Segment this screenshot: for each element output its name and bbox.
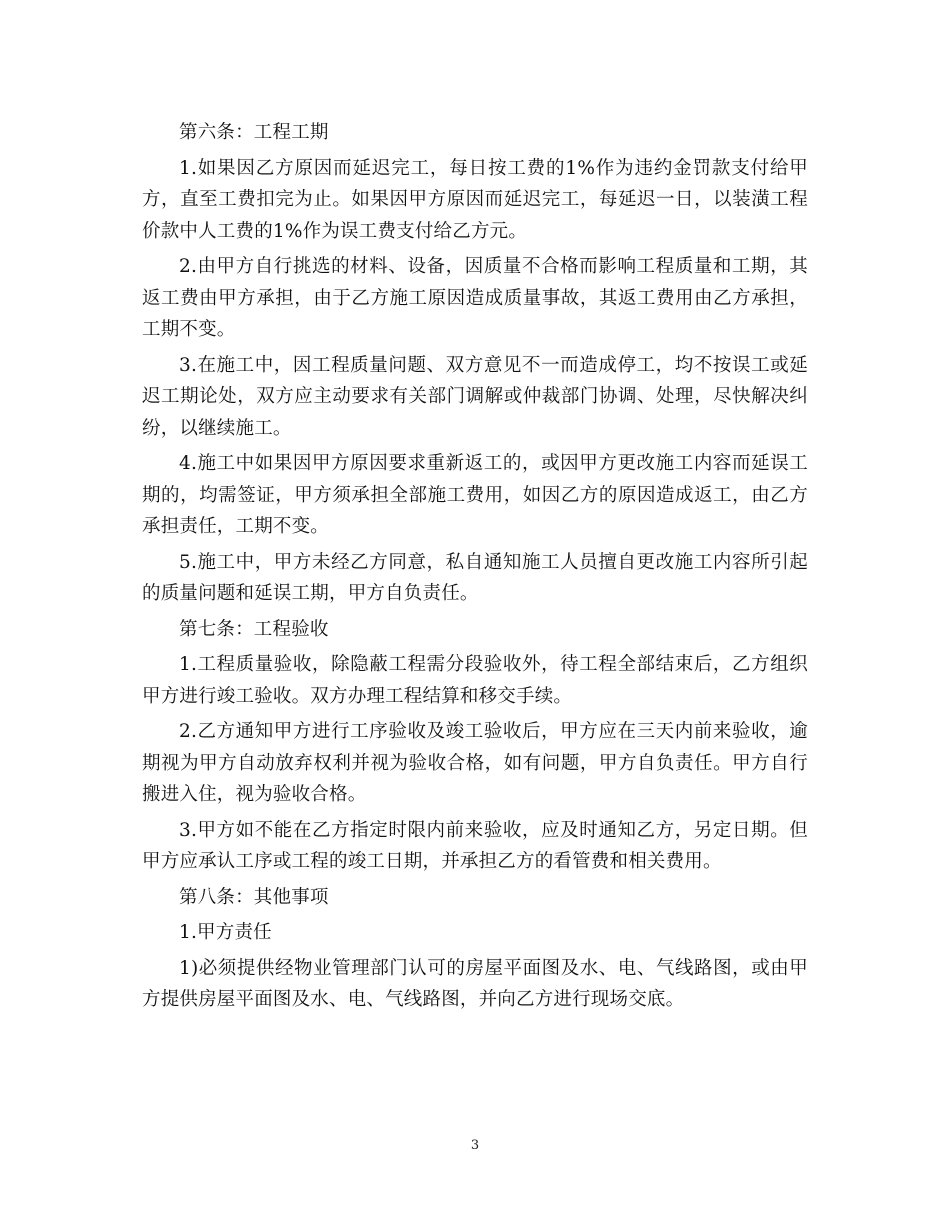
paragraph-6-1: 1.如果因乙方原因而延迟完工，每日按工费的1%作为违约金罚款支付给甲方，直至工费扣完为止。如果因甲方原因而延迟完工，每延迟一日，以装潢工程价款中人工费的1%作为误工费支付给乙方元。 <box>142 157 808 242</box>
document-body <box>142 117 808 1020</box>
subheading-party-a-responsibility: 1.甲方责任 <box>179 922 272 943</box>
paragraph-6-2: 2.由甲方自行挑选的材料、设备，因质量不合格而影响工程质量和工期，其返工费由甲方承担，由于乙方施工原因造成质量事故，其返工费用由乙方承担，工期不变。 <box>142 256 808 340</box>
paragraph-8-1-1: 1)必须提供经物业管理部门认可的房屋平面图及水、电、气线路图，或由甲方提供房屋平面图及水、电、气线路图，并向乙方进行现场交底。 <box>142 957 808 1010</box>
section-heading-article-6: 第六条：工程工期 <box>179 122 329 143</box>
paragraph-7-3: 3.甲方如不能在乙方指定时限内前来验收，应及时通知乙方，另定日期。但甲方应承认工序或工程的竣工日期，并承担乙方的看管费和相关费用。 <box>142 819 808 872</box>
paragraph-7-1: 1.工程质量验收，除隐蔽工程需分段验收外，待工程全部结束后，乙方组织甲方进行竣工验收。双方办理工程结算和移交手续。 <box>142 654 808 707</box>
paragraph-7-2: 2.乙方通知甲方进行工序验收及竣工验收后，甲方应在三天内前来验收，逾期视为甲方自动放弃权利并视为验收合格，如有问题，甲方自负责任。甲方自行搬进入住，视为验收合格。 <box>142 721 808 805</box>
paragraph-6-4: 4.施工中如果因甲方原因要求重新返工的，或因甲方更改施工内容而延误工期的，均需签证，甲方须承担全部施工费用，如因乙方的原因造成返工，由乙方承担责任，工期不变。 <box>142 453 808 537</box>
paragraph-6-5: 5.施工中，甲方未经乙方同意，私自通知施工人员擅自更改施工内容所引起的质量问题和延误工期，甲方自负责任。 <box>142 551 808 604</box>
paragraph-6-3: 3.在施工中，因工程质量问题、双方意见不一而造成停工，均不按误工或延迟工期论处，双方应主动要求有关部门调解或仲裁部门协调、处理，尽快解决纠纷，以继续施工。 <box>142 354 808 439</box>
page-number: 3 <box>470 1138 480 1153</box>
section-heading-article-8: 第八条：其他事项 <box>179 886 329 908</box>
section-heading-article-7: 第七条：工程验收 <box>179 618 329 640</box>
